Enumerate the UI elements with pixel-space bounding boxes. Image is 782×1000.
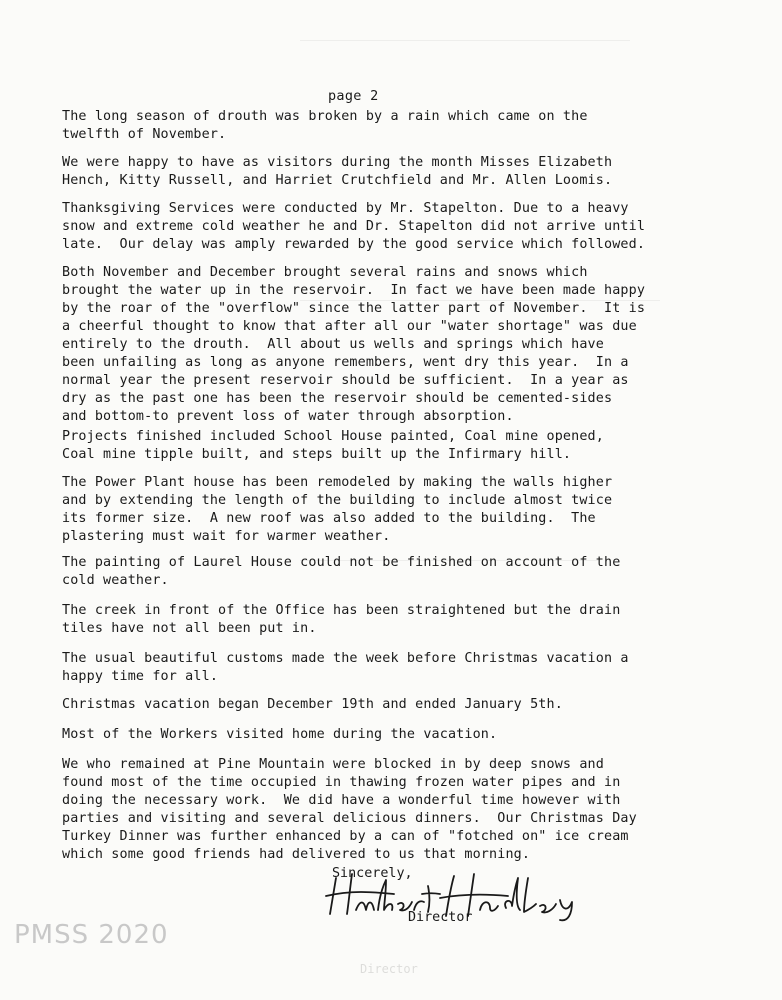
paragraph-reservoir: Both November and December brought several rains and snows which brought the water up in the reservoir. In fact we have been made happy by the roar of the "overflow" since the latter part of November. It is a cheerful thought to know that after all our "water shortage" was due entirely to the drouth. All about us wells and springs which have been unfailing as long as anyone remembers, went dry this year. In a normal year the present reservoir should be sufficient. In a year as dry as the past one has been the reservoir should be cemented-sides and bottom-to prevent loss of water through absorption. bbox=[62, 265, 646, 424]
paragraph-visitors: We were happy to have as visitors during the month Misses Elizabeth Hench, Kitty Russell, and Harriet Crutchfield and Mr. Allen Loomis. bbox=[62, 155, 613, 188]
paragraph-pine-mountain: We who remained at Pine Mountain were blocked in by deep snows and found most of the time occupied in thawing frozen water pipes and in doing the necessary work. We did have a wonderful time however with parties and visiting and several delicious dinners. Our Christmas Day Turkey Dinner was further enhanced by a can of "fotched on" ice cream which some good friends had delivered to us that morning. bbox=[62, 757, 637, 862]
signer-title: Director bbox=[408, 910, 473, 925]
paragraph-creek: The creek in front of the Office has been straightened but the drain tiles have not all been put in. bbox=[62, 603, 621, 636]
paragraph-laurel-house: The painting of Laurel House could not be finished on account of the cold weather. bbox=[62, 555, 621, 588]
paragraph-drought: The long season of drouth was broken by a rain which came on the twelfth of November. bbox=[62, 109, 588, 142]
paragraph-thanksgiving: Thanksgiving Services were conducted by Mr. Stapelton. Due to a heavy snow and extreme cold weather he and Dr. Stapelton did not arrive until late. Our delay was amply rewarded by the good service which followed. bbox=[62, 201, 646, 252]
archive-watermark: PMSS 2020 bbox=[14, 920, 169, 950]
paragraph-power-plant: The Power Plant house has been remodeled by making the walls higher and by extending the length of the building to include almost twice its former size. A new roof was also added to the building. The plastering must wait for warmer weather. bbox=[62, 475, 613, 544]
paragraph-projects: Projects finished included School House painted, Coal mine opened, Coal mine tipple built, and steps built up the Infirmary hill. bbox=[62, 429, 604, 462]
bleed-through-line bbox=[300, 40, 630, 41]
page-number: page 2 bbox=[328, 88, 379, 104]
bleed-through-text: Director bbox=[360, 962, 418, 976]
paragraph-vacation-dates: Christmas vacation began December 19th and ended January 5th. bbox=[62, 697, 563, 712]
closing-salutation: Sincerely, bbox=[332, 866, 413, 881]
paragraph-workers-home: Most of the Workers visited home during the vacation. bbox=[62, 727, 498, 742]
paragraph-customs: The usual beautiful customs made the week before Christmas vacation a happy time for all. bbox=[62, 651, 629, 684]
